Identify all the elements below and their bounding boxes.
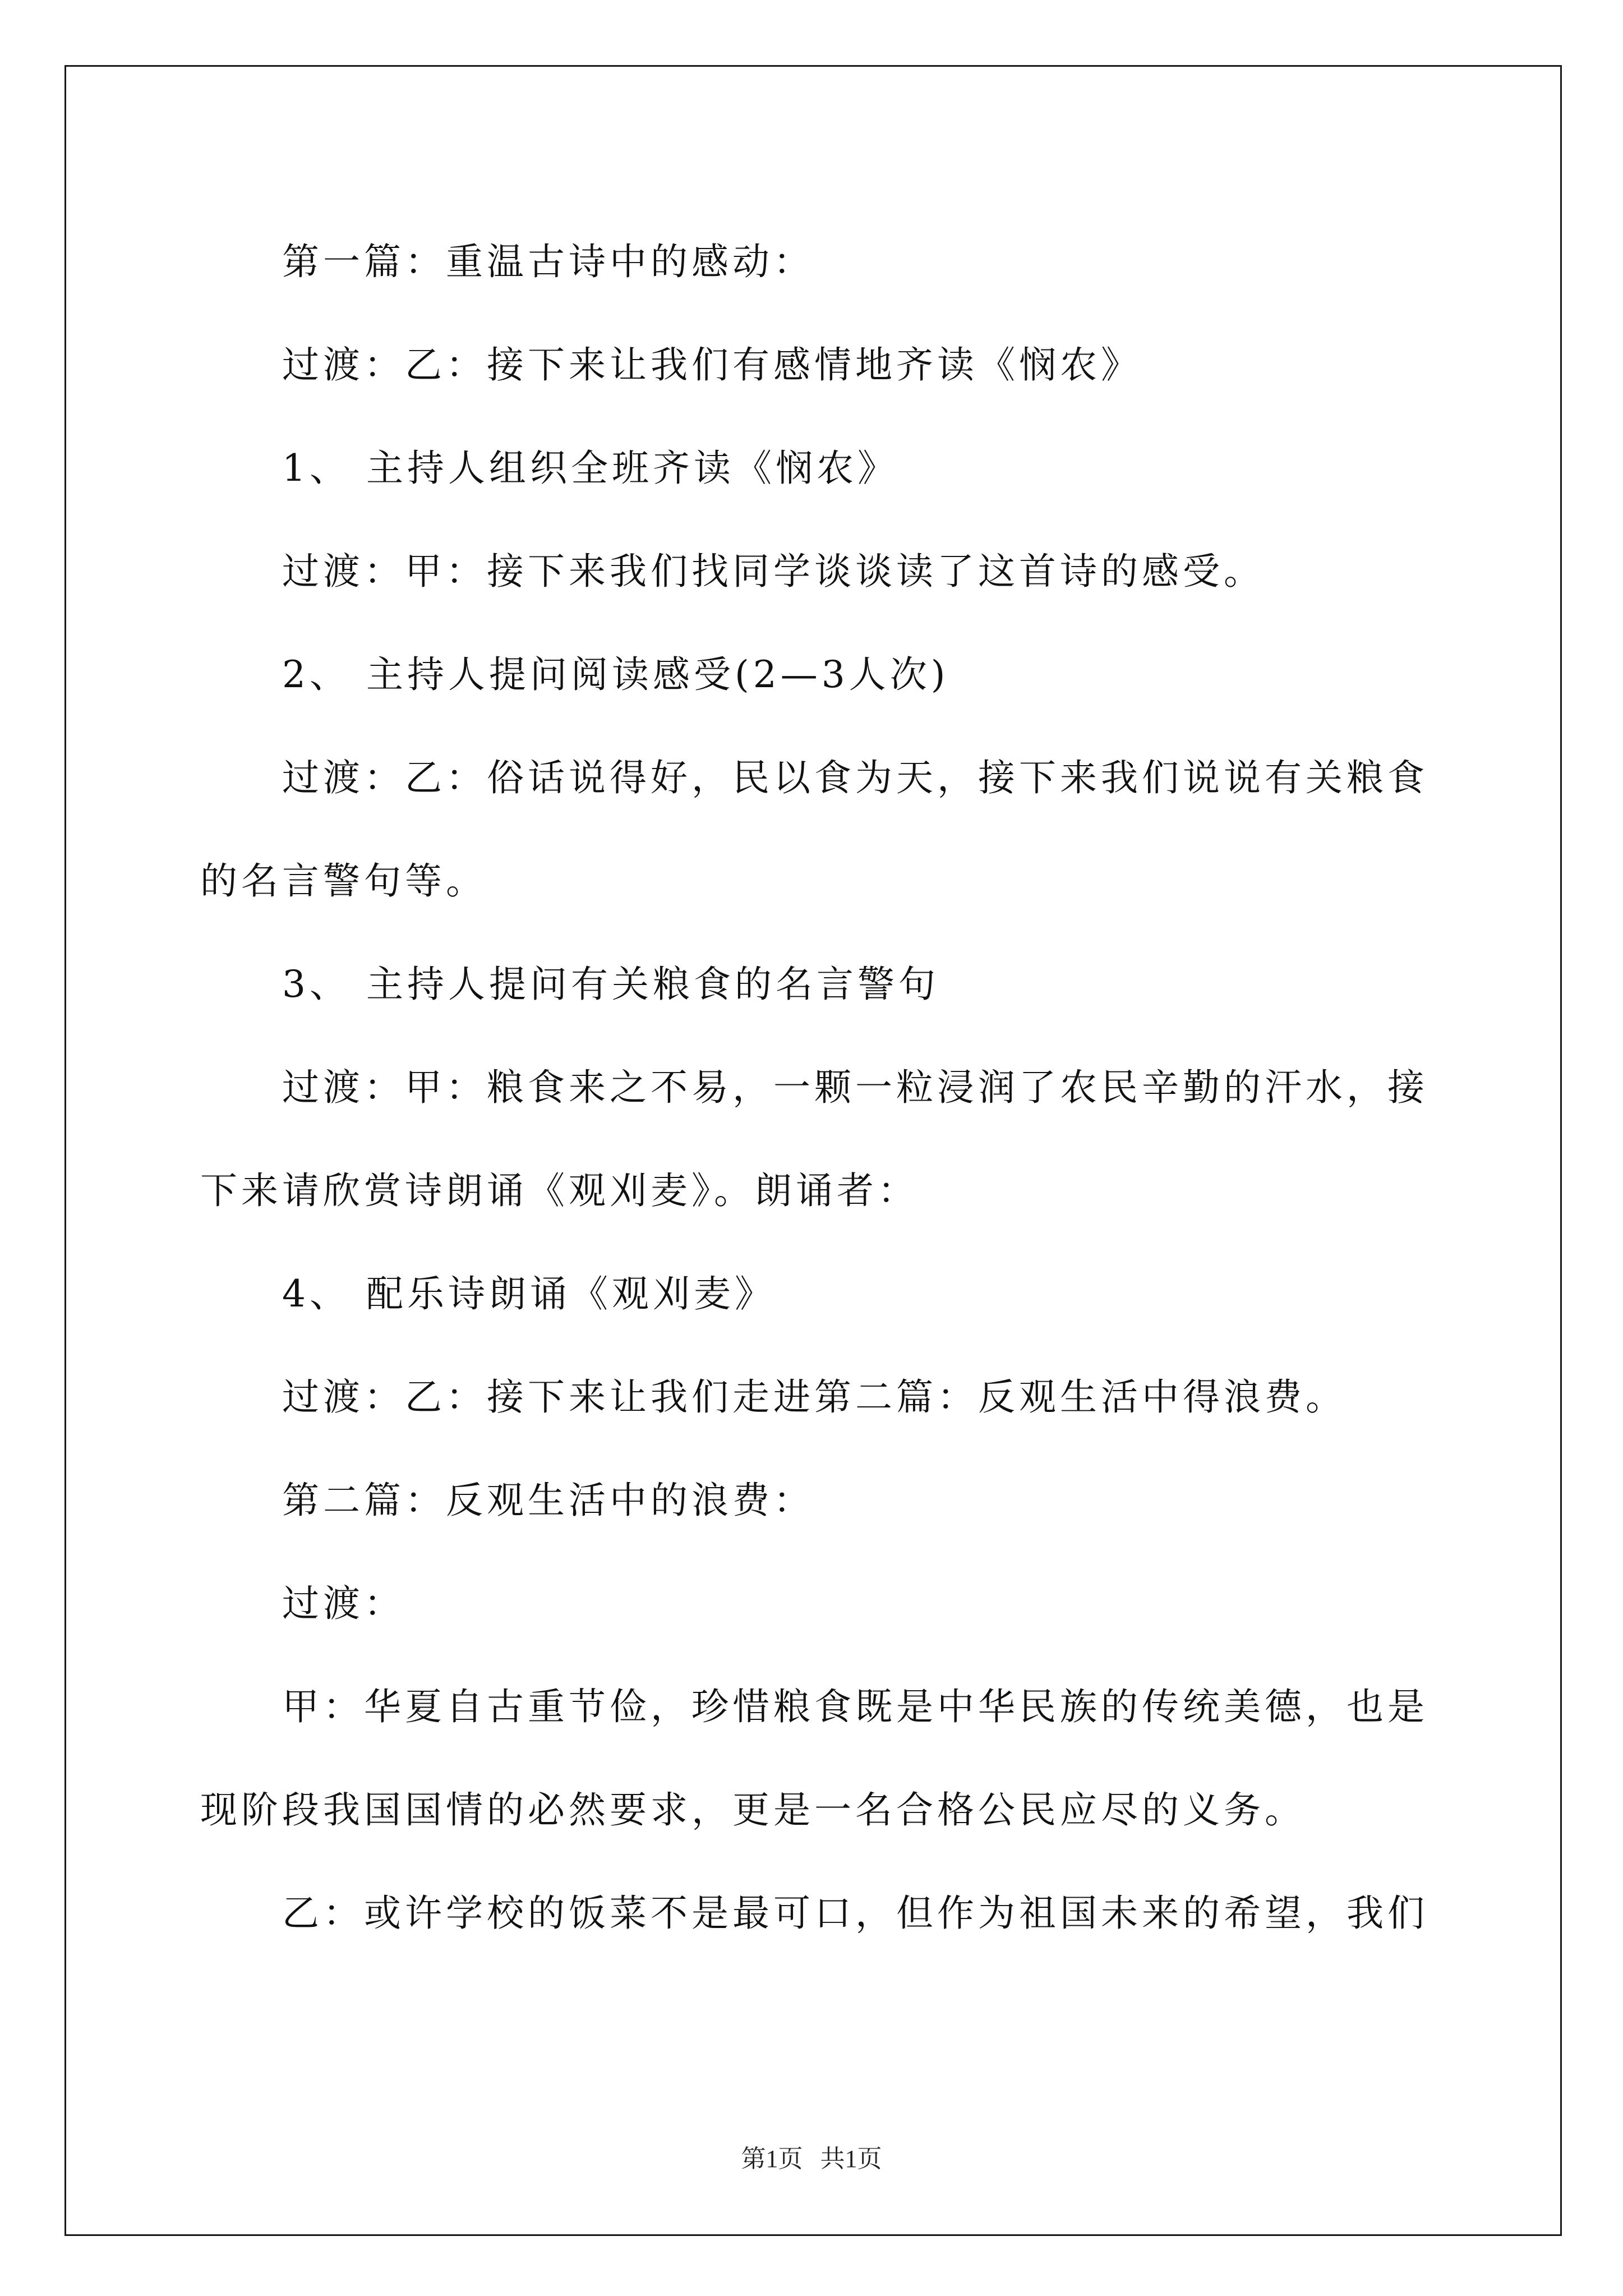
paragraph: 过渡：乙：接下来让我们有感情地齐读《悯农》 [282,343,1142,386]
section-heading-1: 第一篇：重温古诗中的感动： [282,240,814,283]
paragraph: 过渡：乙：俗话说得好，民以食为天，接下来我们说说有关粮食的名言警句等。 [200,756,1428,903]
paragraph: 甲：华夏自古重节俭，珍惜粮食既是中华民族的传统美德，也是现阶段我国国情的必然要求，更是一名合格公民应尽的义务。 [200,1685,1428,1832]
page-number: 第1页 [741,2145,803,2173]
paragraph: 过渡： [282,1582,405,1625]
paragraph: 过渡：乙：接下来让我们走进第二篇：反观生活中得浪费。 [282,1375,1347,1419]
document-body [200,210,1434,1965]
paragraph: 乙：或许学校的饭菜不是最可口，但作为祖国未来的希望，我们 [282,1892,1428,1935]
list-item: 1、 主持人组织全班齐读《悯农》 [282,447,898,490]
section-heading-2: 第二篇：反观生活中的浪费： [282,1479,814,1522]
paragraph: 过渡：甲：粮食来之不易，一颗一粒浸润了农民辛勤的汗水，接下来请欣赏诗朗诵《观刈麦》。朗诵者： [200,1066,1428,1212]
list-item: 2、 主持人提问阅读感受(2—3人次) [282,653,949,696]
list-item: 3、 主持人提问有关粮食的名言警句 [282,963,939,1006]
paragraph: 过渡：甲：接下来我们找同学谈谈读了这首诗的感受。 [282,550,1265,593]
list-item: 4、 配乐诗朗诵《观刈麦》 [282,1272,776,1315]
page-footer [0,2138,1623,2174]
page-count: 共1页 [820,2145,882,2173]
